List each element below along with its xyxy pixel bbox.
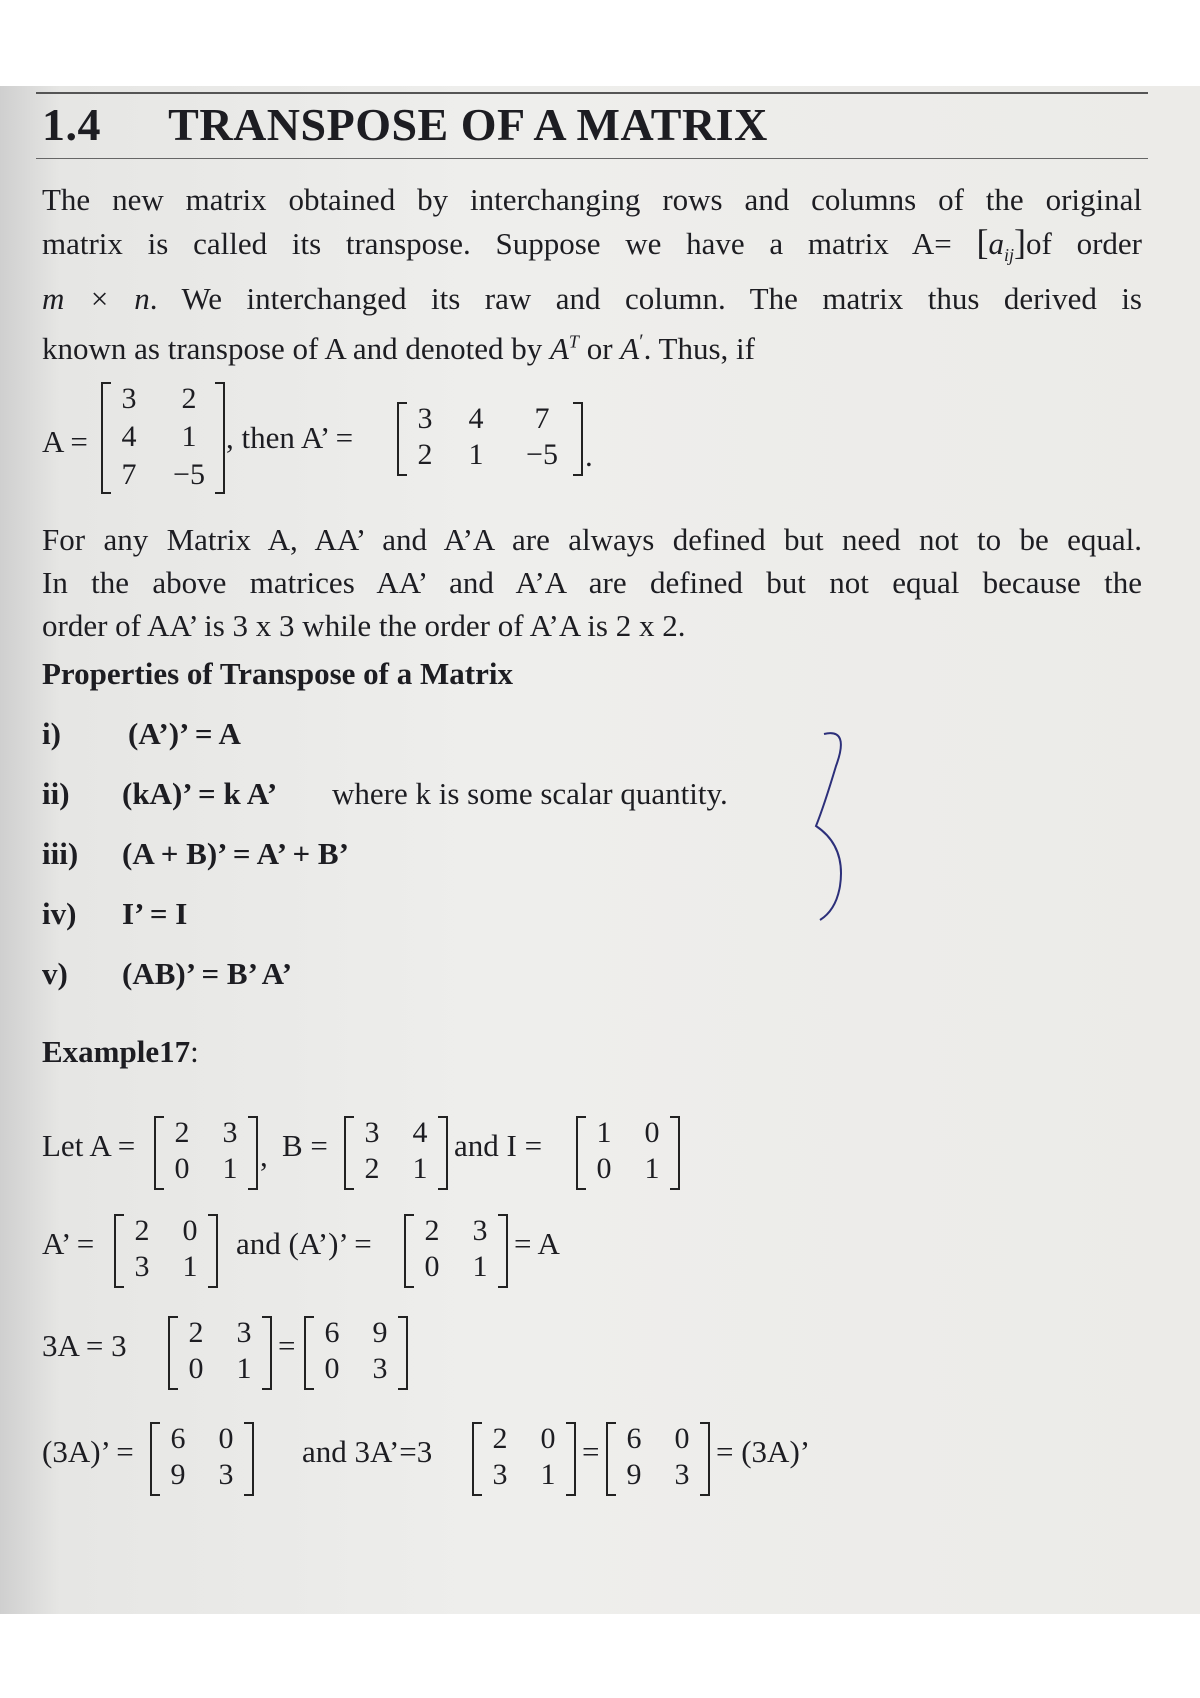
matrix-3A-prime [150,1422,254,1496]
matrix-cell: 4 [412,1116,428,1149]
matrix-cell: 1 [236,1352,252,1385]
matrix-cell: 1 [540,1458,556,1491]
matrix-cell: 7 [534,402,550,435]
intro-line-4: known as transpose of A and denoted by $A^T$ or A′. Thus, if [42,330,755,366]
intro-line-3: m × n. We interchanged its raw and column. The matrix thus derived is [42,281,1142,317]
example-title: Example17: [42,1034,199,1069]
property-number: iii) [42,836,79,871]
property-formula: (AB)’ = B’ A’ [122,956,293,991]
matrix-cell: 1 [182,1250,198,1283]
def-period: . [585,438,593,473]
matrix-cell: 3 [492,1458,508,1491]
def-A-label: A = [42,424,88,459]
top-rule [36,92,1148,94]
property-number: i) [42,716,61,751]
matrix-cell: 4 [121,420,137,453]
matrix-cell: 3 [222,1116,238,1149]
note-paragraph [42,518,1142,647]
example-line4-eq: = [582,1434,600,1469]
matrix-cell: 2 [492,1422,508,1455]
matrix-cell: 1 [181,420,197,453]
example-3A-label: 3A = 3 [42,1328,127,1363]
note-line-3: order of AA’ is 3 x 3 while the order of A’A is 2 x 2. [42,608,686,643]
matrix-A-3x2 [101,382,225,494]
example-let-A-label: Let A = [42,1128,136,1163]
matrix-cell: 1 [596,1116,612,1149]
property-number: ii) [42,776,70,811]
matrix-cell: 0 [596,1152,612,1185]
matrix-cell: 3 [236,1316,252,1349]
matrix-cell: 3 [364,1116,380,1149]
note-line-1: For any Matrix A, AA’ and A’A are always defined but need not to be equal. [42,522,1142,557]
matrix-cell: 7 [121,458,137,491]
intro-paragraph [42,178,1142,370]
matrix-3A-prime-result [606,1422,710,1496]
matrix-cell: 0 [540,1422,556,1455]
matrix-cell: 1 [472,1250,488,1283]
example-eq-3A-prime: = (3A)’ [716,1434,811,1469]
matrix-cell: 6 [626,1422,642,1455]
matrix-A-prime-prime [404,1214,508,1288]
matrix-cell: 4 [468,402,484,435]
section-heading [42,98,768,151]
matrix-I [576,1116,680,1190]
matrix-A [154,1116,258,1190]
matrix-cell: 9 [372,1316,388,1349]
matrix-cell: 9 [626,1458,642,1491]
properties-title: Properties of Transpose of a Matrix [42,656,513,691]
matrix-cell: 0 [424,1250,440,1283]
matrix-cell: 3 [218,1458,234,1491]
example-and-A-prime-prime-label: and (A’)’ = [236,1226,372,1261]
example-A-prime-label: A’ = [42,1226,95,1261]
matrix-cell: 2 [424,1214,440,1247]
matrix-cell: 2 [417,438,433,471]
matrix-cell: 1 [644,1152,660,1185]
matrix-cell: 3 [417,402,433,435]
matrix-cell: 3 [674,1458,690,1491]
intro-line-2: matrix is called its transpose. Suppose we have a matrix $A= [a_{ij}]of$ order [42,222,1143,266]
matrix-cell: −5 [526,438,558,471]
matrix-A-prime [114,1214,218,1288]
example-B-label: B = [282,1128,328,1163]
example-eq-A: = A [514,1226,560,1261]
example-3A-eq: = [278,1328,296,1363]
matrix-cell: 1 [412,1152,428,1185]
matrix-cell: −5 [173,458,205,491]
property-formula: (A + B)’ = A’ + B’ [122,836,349,871]
def-then-label: , then A’ = [226,420,354,455]
note-line-2: In the above matrices AA’ and A’A are defined but not equal because the [42,565,1142,600]
matrix-cell: 1 [468,438,484,471]
matrix-cell: 1 [222,1152,238,1185]
matrix-cell: 6 [170,1422,186,1455]
matrix-cell: 0 [218,1422,234,1455]
matrix-A-prime-in-3A-prime [472,1422,576,1496]
matrix-cell: 3 [121,382,137,415]
matrix-cell: 3 [472,1214,488,1247]
matrix-A-transpose-2x3 [397,402,583,476]
matrix-cell: 6 [324,1316,340,1349]
section-number: 1.4 [42,99,101,150]
matrix-cell: 2 [188,1316,204,1349]
matrix-cell: 3 [134,1250,150,1283]
matrix-cell: 0 [188,1352,204,1385]
textbook-page [0,86,1200,1614]
matrix-cell: 2 [181,382,197,415]
matrix-cell: 0 [182,1214,198,1247]
matrix-B [344,1116,448,1190]
property-note: where k is some scalar quantity. [332,776,728,811]
example-comma: , [260,1138,268,1173]
matrix-A-in-3A [168,1316,272,1390]
matrix-cell: 2 [134,1214,150,1247]
property-formula: (A’)’ = A [128,716,241,751]
example-and-3A-prime-label: and 3A’=3 [302,1434,433,1469]
matrix-cell: 0 [674,1422,690,1455]
example-and-I-label: and I = [454,1128,543,1163]
matrix-3A-result [304,1316,408,1390]
property-formula: (kA)’ = k A’ [122,776,278,811]
matrix-cell: 3 [372,1352,388,1385]
matrix-cell: 0 [644,1116,660,1149]
property-number: iv) [42,896,77,931]
section-title: TRANSPOSE OF A MATRIX [168,99,768,150]
matrix-cell: 2 [174,1116,190,1149]
handwritten-brace-mark [810,726,870,926]
matrix-cell: 2 [364,1152,380,1185]
property-formula: I’ = I [122,896,188,931]
example-3A-prime-label: (3A)’ = [42,1434,134,1469]
matrix-cell: 0 [174,1152,190,1185]
property-number: v) [42,956,68,991]
matrix-cell: 0 [324,1352,340,1385]
intro-line-1: The new matrix obtained by interchanging rows and columns of the original [42,182,1142,217]
heading-rule [36,158,1148,159]
matrix-cell: 9 [170,1458,186,1491]
